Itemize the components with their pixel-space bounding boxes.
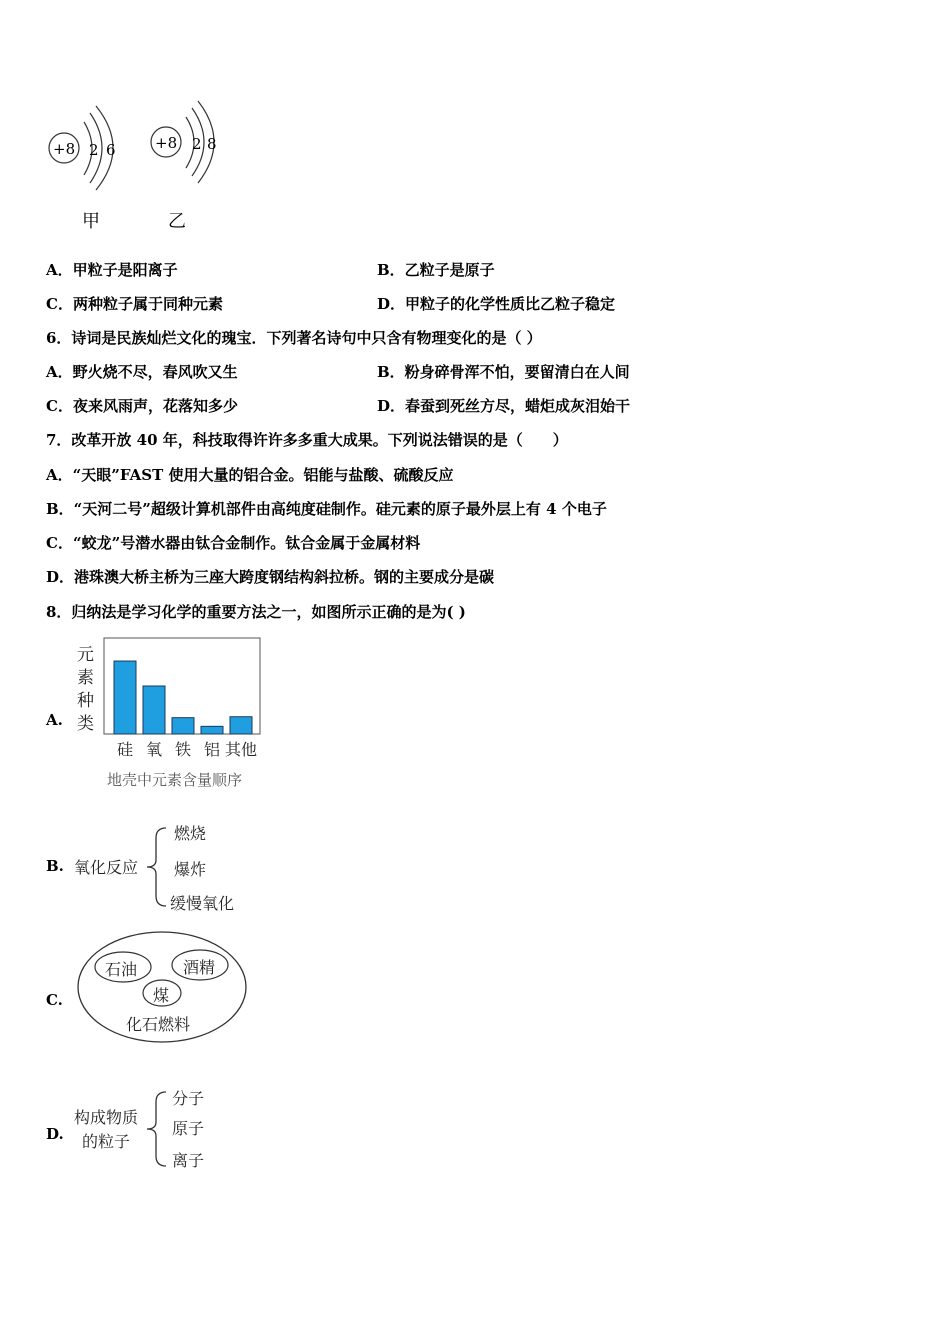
c-item-oil: 石油	[105, 960, 138, 979]
q5-option-c: C．两种粒子属于同种元素	[46, 295, 223, 313]
d-root-line1: 构成物质	[74, 1108, 139, 1127]
x-tick-label: 硅	[116, 740, 134, 759]
q8-option-d-letter: D.	[46, 1125, 64, 1143]
q8-stem: 8．归纳法是学习化学的重要方法之一，如图所示正确的是为( )	[46, 603, 466, 621]
b-item-3: 缓慢氧化	[170, 894, 235, 913]
chart-ylabel	[77, 644, 97, 736]
q6-stem: 6．诗词是民族灿烂文化的瑰宝．下列著名诗句中只含有物理变化的是（ ）	[46, 329, 542, 347]
d-root-line2: 的粒子	[82, 1132, 131, 1151]
chart-ylabel-text: 元素种类	[77, 645, 94, 734]
atom-label-yi: 乙	[168, 211, 186, 232]
q8-option-c-letter: C.	[46, 991, 63, 1009]
bar-5	[230, 717, 252, 734]
shell-jia-count-1: 2	[89, 141, 99, 159]
atom-label-jia: 甲	[82, 211, 100, 232]
b-root: 氧化反应	[74, 858, 139, 877]
q7-option-b: B．“天河二号”超级计算机部件由高纯度硅制作。硅元素的原子最外层上有 4 个电子	[46, 500, 607, 518]
shell-yi-count-2: 8	[207, 135, 217, 153]
d-brace	[140, 1088, 176, 1172]
bar-4	[201, 726, 223, 734]
bar-chart	[100, 636, 275, 766]
q6-option-d: D．春蚕到死丝方尽，蜡炬成灰泪始干	[377, 397, 631, 415]
atom-yi	[151, 101, 217, 183]
shell-yi-count-1: 2	[192, 135, 202, 153]
q6-option-a: A．野火烧不尽，春风吹又生	[46, 363, 238, 381]
x-tick-label: 氧	[145, 740, 163, 759]
nucleus-yi-charge: +8	[155, 134, 178, 152]
bar-2	[143, 686, 165, 734]
q7-option-a: A．“天眼”FAST 使用大量的铝合金。铝能与盐酸、硫酸反应	[46, 466, 454, 484]
c-item-coal: 煤	[153, 986, 170, 1005]
x-tick-label: 铝	[203, 740, 221, 759]
q6-option-c: C．夜来风雨声，花落知多少	[46, 397, 238, 415]
shell-jia-count-2: 6	[106, 141, 116, 159]
b-item-2: 爆炸	[174, 860, 207, 879]
atom-jia	[49, 106, 116, 190]
q6-option-b: B．粉身碎骨浑不怕，要留清白在人间	[377, 363, 630, 381]
q5-option-b: B．乙粒子是原子	[377, 261, 495, 279]
x-tick-label: 铁	[174, 740, 192, 759]
q7-option-c: C．“蛟龙”号潜水器由钛合金制作。钛合金属于金属材料	[46, 534, 421, 552]
q8-option-a-letter: A.	[46, 711, 63, 729]
d-item-2: 原子	[172, 1119, 205, 1138]
x-tick-label: 其他	[224, 740, 258, 759]
atom-diagram	[40, 95, 240, 195]
bar-1	[114, 661, 136, 734]
q5-option-a: A．甲粒子是阳离子	[46, 261, 178, 279]
bar-3	[172, 718, 194, 734]
nucleus-jia-charge: +8	[53, 140, 76, 158]
q5-option-d: D．甲粒子的化学性质比乙粒子稳定	[377, 295, 616, 313]
d-item-3: 离子	[172, 1151, 205, 1170]
c-item-alcohol: 酒精	[183, 958, 216, 977]
d-item-1: 分子	[172, 1089, 205, 1108]
q7-stem: 7．改革开放 40 年，科技取得许许多多重大成果。下列说法错误的是（ ）	[46, 431, 568, 449]
q8-option-b-letter: B.	[46, 857, 64, 875]
c-outer-label: 化石燃料	[126, 1015, 191, 1034]
q7-option-d: D．港珠澳大桥主桥为三座大跨度钢结构斜拉桥。钢的主要成分是碳	[46, 568, 495, 586]
b-item-1: 燃烧	[174, 824, 207, 843]
chart-title: 地壳中元素含量顺序	[107, 771, 243, 789]
